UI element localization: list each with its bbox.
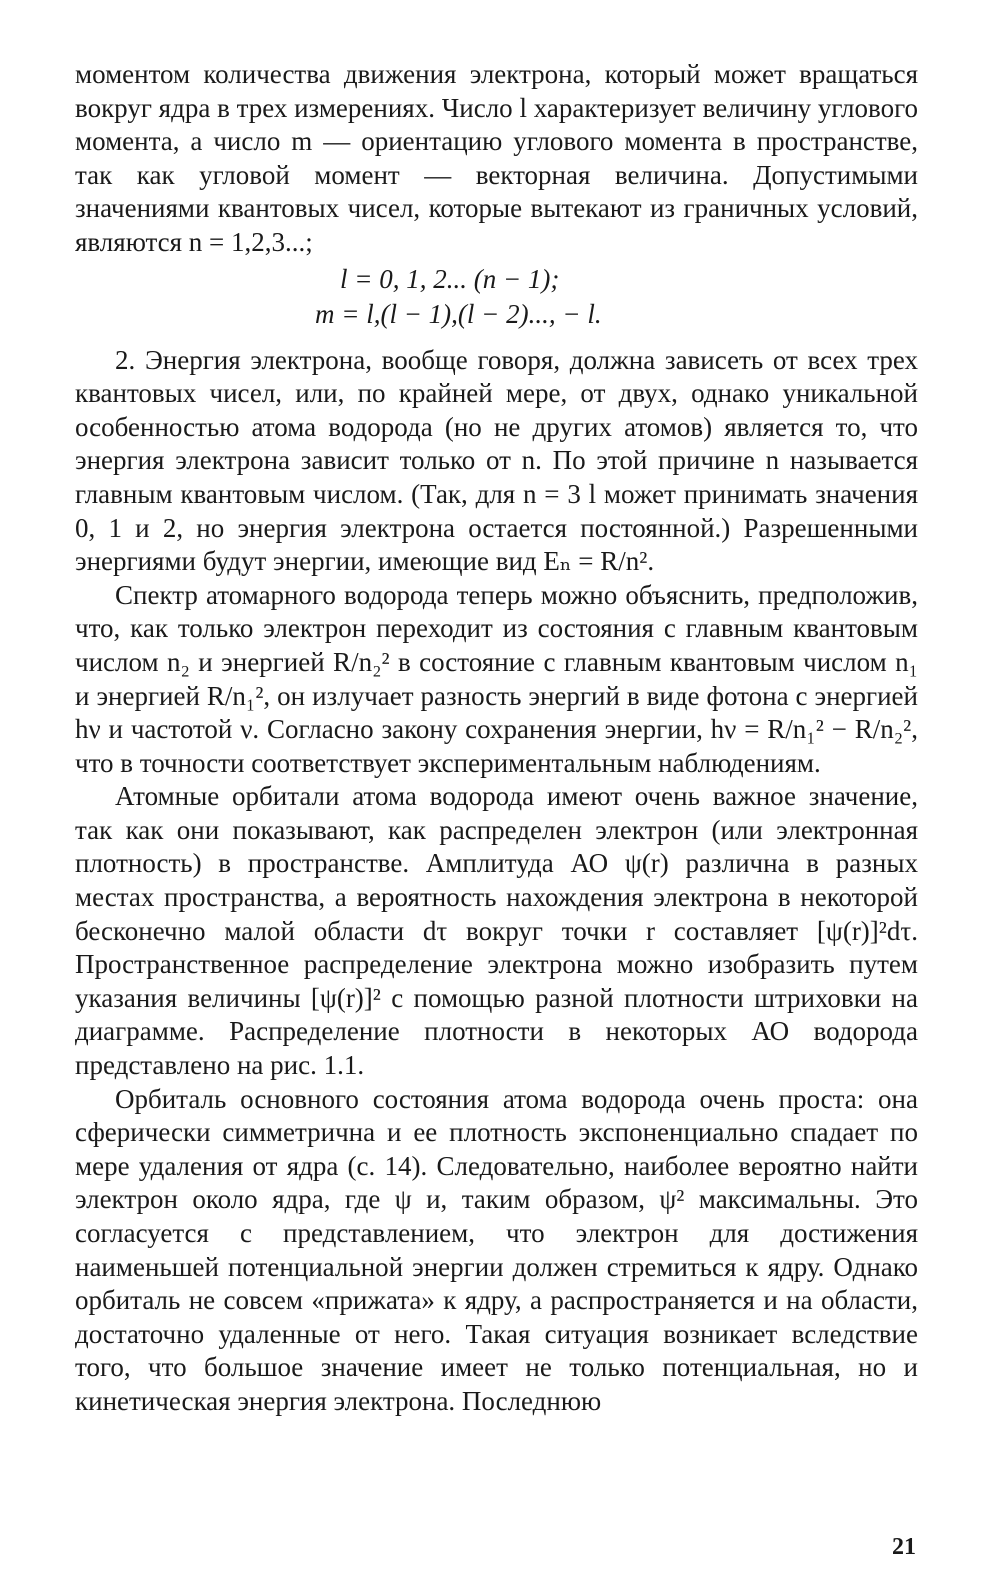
paragraph-quantum-numbers: моментом количества движения электрона, который может вращаться вокруг ядра в трех измерениях. Число l характеризует величину углового момента, а число m — ориентацию углового момента в пространстве, так как угловой момент — векторная величина. Допустимыми значениями квантовых чисел, которые вытекают из граничных условий, являются n = 1,2,3...;	[75, 59, 918, 257]
formula-m-values: m = l,(l − 1),(l − 2)..., − l.	[315, 298, 602, 329]
paragraph-atomic-orbitals: Атомные орбитали атома водорода имеют очень важное значение, так как они показывают, как распределен электрон (или электронная плотность) в пространстве. Амплитуда АО ψ(r) различна в разных местах пространства, а вероятность нахождения электрона в некоторой бесконечно малой области dτ вокруг точки r составляет [ψ(r)]²dτ. Пространственное распределение электрона можно изобразить путем указания величины [ψ(r)]² с помощью разной плотности штриховки на диаграмме. Распределение плотности в некоторых АО водорода представлено на рис. 1.1.	[75, 781, 918, 1081]
page-number: 21	[892, 1534, 916, 1560]
paragraph-electron-energy: 2. Энергия электрона, вообще говоря, должна зависеть от всех трех квантовых чисел, или, по крайней мере, от двух, однако уникальной особенностью атома водорода (но не других атомов) является то, что энергия электрона зависит только от n. По этой причине n называется главным квантовым числом. (Так, для n = 3 l может принимать значения 0, 1 и 2, но энергия электрона остается постоянной.) Разрешенными энергиями будут энергии, имеющие вид Eₙ = R/n².	[75, 344, 918, 577]
paragraph-ground-state-orbital: Орбиталь основного состояния атома водорода очень проста: она сферически симметрична и ее плотность экспоненциально спадает по мере удаления от ядра (с. 14). Следовательно, наиболее вероятно найти электрон около ядра, где ψ и, таким образом, ψ² максимальны. Это согласуется с представлением, что электрон для достижения наименьшей потенциальной энергии должен стремиться к ядру. Однако орбиталь не совсем «прижата» к ядру, а распространяется и на области, достаточно удаленные от него. Такая ситуация возникает вследствие того, что большое значение имеет не только потенциальная, но и кинетическая энергия электрона. Последнюю	[75, 1083, 918, 1416]
formula-l-values: l = 0, 1, 2... (n − 1);	[340, 263, 560, 294]
paragraph-hydrogen-spectrum: Спектр атомарного водорода теперь можно объяснить, предположив, что, как только электрон переходит из состояния с главным квантовым числом n₂ и энергией R/n₂² в состояние с главным квантовым числом n₁ и энергией R/n₁², он излучает разность энергий в виде фотона с энергией hν и частотой ν. Согласно закону сохранения энергии, hν = R/n₁² − R/n₂², что в точности соответствует экспериментальным наблюдениям.	[75, 579, 918, 778]
page-body	[75, 58, 918, 1419]
formula-block	[75, 262, 918, 332]
